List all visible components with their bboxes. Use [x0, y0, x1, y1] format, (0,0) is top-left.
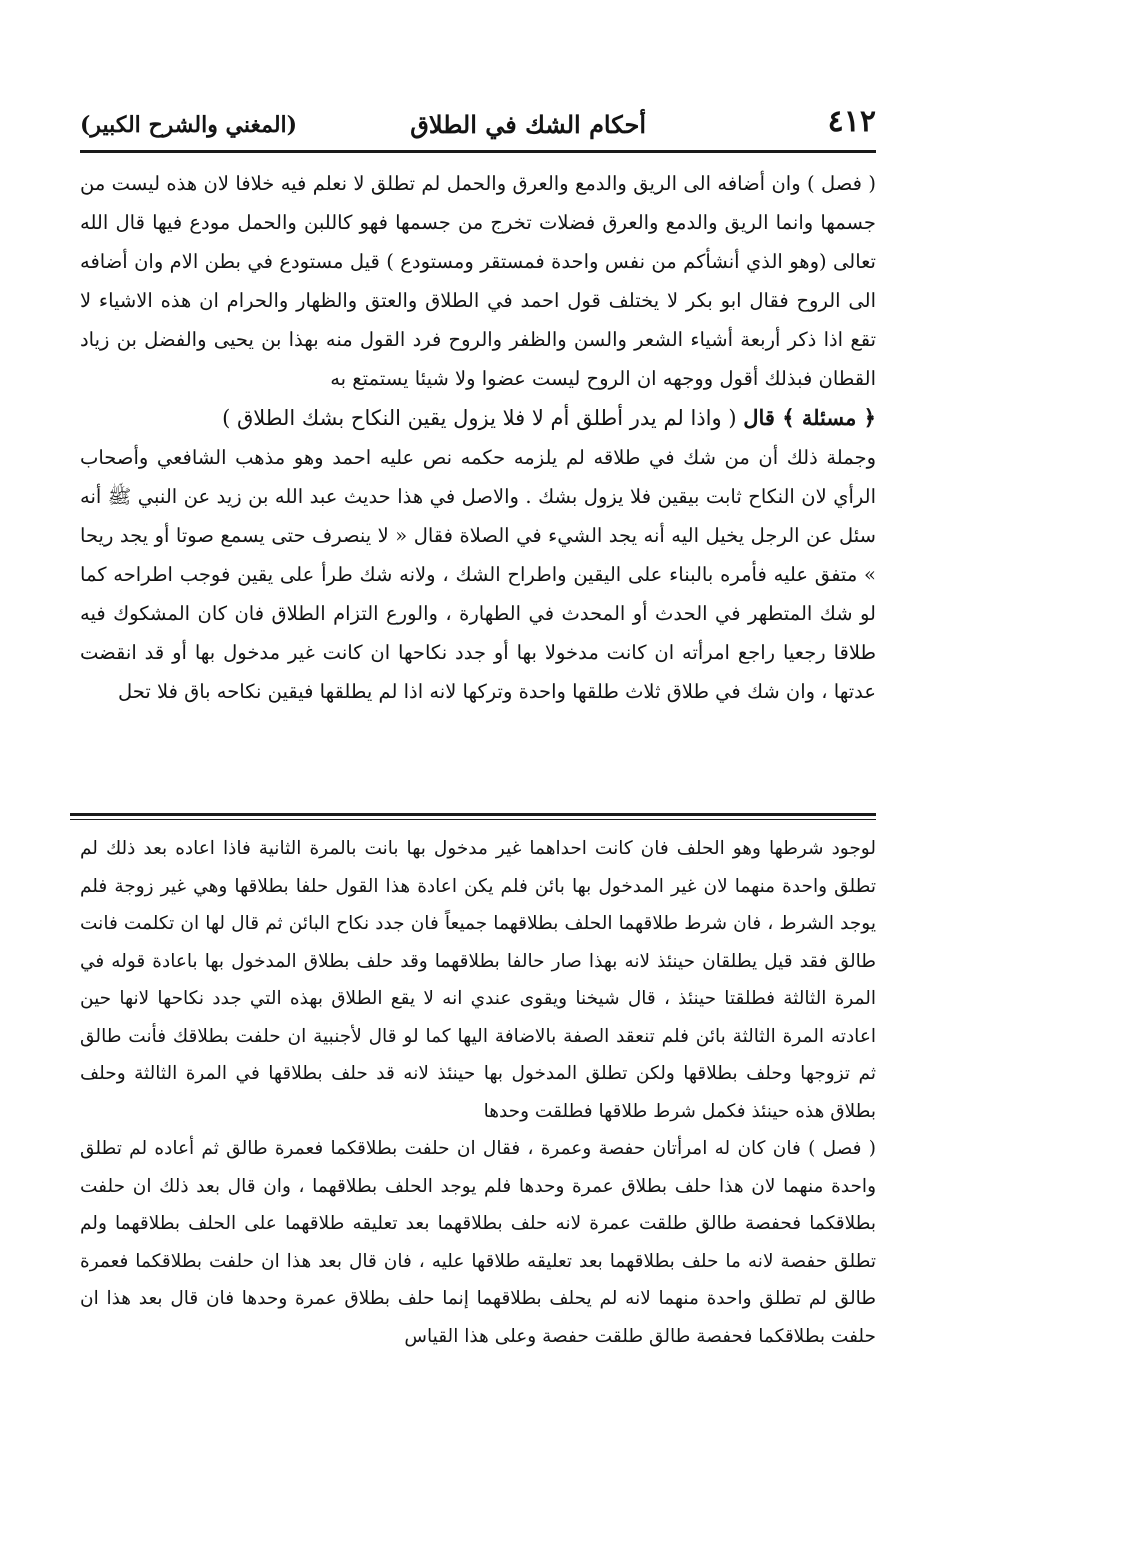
page-number: ٤١٢ — [827, 104, 876, 139]
main-text — [80, 164, 876, 848]
commentary-paragraph-2: ( فصل ) فان كان له امرأتان حفصة وعمرة ، فقال ان حلفت بطلاقكما فعمرة طالق ثم أعاده لم تطلق واحدة منهما لان هذا حلف بطلاق عمرة وحدها فلم يوجد الحلف بطلاقهما ، وان قال بعد ذلك ان حلفت بطلاقكما فحفصة طالق طلقت عمرة لانه حلف بطلاقهما بعد تعليقه طلاقهما على الحلف بطلاقهما ولم تطلق حفصة لانه ما حلف بطلاقهما بعد تعليقه طلاقها عليه ، فان قال بعد هذا ان حلفت بطلاقكما فعمرة طالق لم تطلق واحدة منهما لانه لم يحلف بطلاقهما إنما حلف بطلاق عمرة وحدها فان قال بعد هذا ان حلفت بطلاقكما فحفصة طالق طلقت حفصة وعلى هذا القياس — [80, 1138, 876, 1347]
commentary-paragraph-1: لوجود شرطها وهو الحلف فان كانت احداهما غير مدخول بها بانت بالمرة الثانية فاذا اعاده بعد ذلك لم تطلق واحدة منهما لان غير المدخول بها بائن فلم يكن اعادة هذا القول حلفا بطلاقها وهي غير زوجة فلم يوجد الشرط ، فان شرط طلاقهما الحلف بطلاقهما جميعاً فان جدد نكاح البائن ثم قال لها ان تكلمت فانت طالق فقد قيل يطلقان حينئذ لانه بهذا صار حالفا بطلاقهما وقد حلف بطلاق المدخول بها باعادة قوله في المرة الثالثة فطلقتا حينئذ ، قال شيخنا ويقوى عندي انه لا يقع الطلاق بهذه التي جدد نكاحها لانها حين اعادته المرة الثالثة بائن فلم تنعقد الصفة بالاضافة اليها كما لو قال لأجنبية ان حلفت بطلاقك فأنت طالق ثم تزوجها وحلف بطلاقها ولكن تطلق المدخول بها حينئذ لانه قد حلف بطلاقها في المرة الثالثة وحلف بطلاق هذه حينئذ فكمل شرط طلاقها فطلقت وحدها — [80, 838, 876, 1122]
commentary-text — [80, 830, 876, 1460]
chapter-title: أحكام الشك في الطلاق — [410, 110, 646, 139]
issue-label: ﴿ مسئلة ﴾ قال — [743, 405, 876, 430]
main-paragraph-explanation: وجملة ذلك أن من شك في طلاقه لم يلزمه حكمه نص عليه احمد وهو مذهب الشافعي وأصحاب الرأي لان النكاح ثابت بيقين فلا يزول بشك . والاصل في هذا حديث عبد الله بن زيد عن النبي ﷺ أنه سئل عن الرجل يخيل اليه أنه يجد الشيء في الصلاة فقال « لا ينصرف حتى يسمع صوتا أو يجد ريحا » متفق عليه فأمره بالبناء على اليقين واطراح الشك ، ولانه شك طرأ على يقين فوجب اطراحه كما لو شك المتطهر في الحدث أو المحدث في الطهارة ، والورع التزام الطلاق فان كان المشكوك فيه طلاقا رجعيا راجع امرأته ان كانت مدخولا بها أو جدد نكاحها ان كانت غير مدخول بها أو قد انقضت عدتها ، وان شك في طلاق ثلاث طلقها واحدة وتركها لانه اذا لم يطلقها فيقين نكاحه باق فلا تحل — [80, 446, 876, 703]
issue-text: ( واذا لم يدر أطلق أم لا فلا يزول يقين النكاح بشك الطلاق ) — [222, 406, 737, 430]
book-title: (المغني والشرح الكبير) — [80, 112, 298, 138]
header-rule — [80, 150, 876, 153]
page-header — [80, 100, 876, 150]
issue-heading — [80, 398, 876, 438]
footnote-separator — [70, 813, 876, 820]
main-paragraph-fasl: ( فصل ) وان أضافه الى الريق والدمع والعرق والحمل لم تطلق لا نعلم فيه خلافا لان هذه ليست من جسمها وانما الريق والدمع والعرق فضلات تخرج من جسمها فهو كاللبن والحمل مودع فيها قال الله تعالى (وهو الذي أنشأكم من نفس واحدة فمستقر ومستودع ) قيل مستودع في بطن الام وان أضافه الى الروح فقال ابو بكر لا يختلف قول احمد في الطلاق والعتق والظهار والحرام ان هذه الاشياء لا تقع اذا ذكر أربعة أشياء الشعر والسن والظفر والروح فرد القول منه بهذا بن يحيى والفضل بن زياد القطان فبذلك أقول ووجهه ان الروح ليست عضوا ولا شيئا يستمتع به — [80, 172, 876, 390]
